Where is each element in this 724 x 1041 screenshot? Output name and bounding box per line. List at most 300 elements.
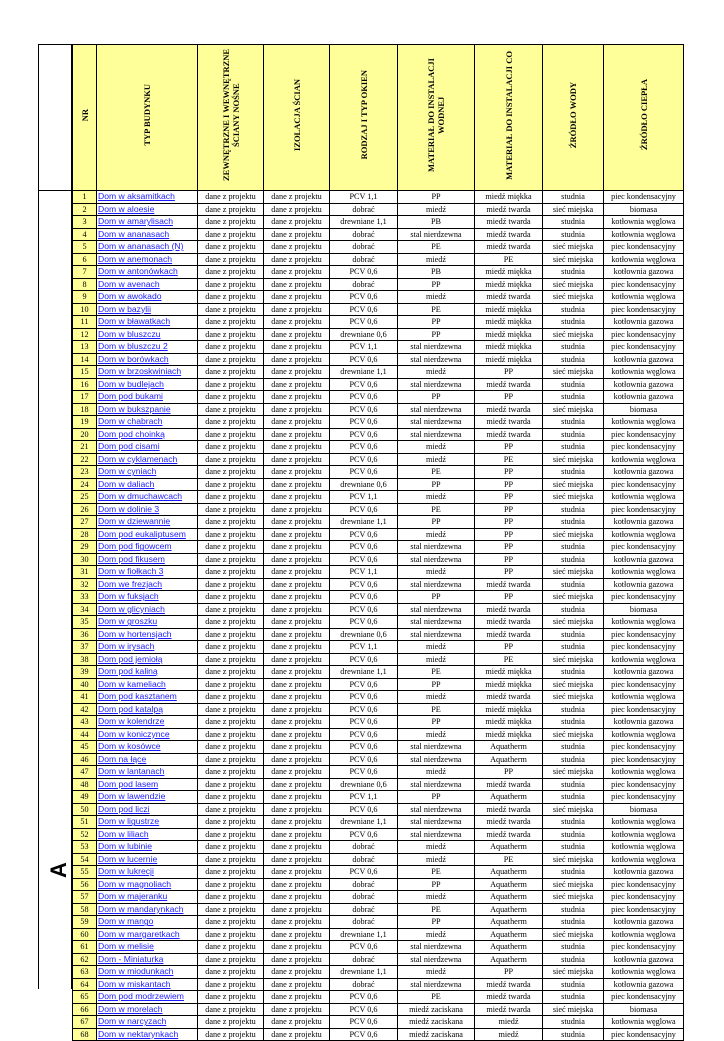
cell-heating-material: Aquatherm — [475, 866, 543, 879]
cell-wall-insulation: dane z projektu — [264, 928, 330, 941]
cell-heating-material: miedź miękka — [475, 328, 543, 341]
cell-walls: dane z projektu — [198, 703, 264, 716]
cell-water-source: studnia — [543, 216, 604, 229]
cell-heat-source: kotłownia węglowa — [604, 853, 684, 866]
table-row — [73, 753, 684, 766]
cell-heat-source: piec kondensacyjny — [604, 891, 684, 904]
cell-building-name[interactable]: Dom w hortensjach — [97, 628, 198, 641]
cell-building-name[interactable]: Dom w awokado — [97, 291, 198, 304]
table-row — [73, 653, 684, 666]
cell-building-name[interactable]: Dom - Miniaturka — [97, 953, 198, 966]
cell-building-name[interactable]: Dom w cyklamenach — [97, 453, 198, 466]
cell-walls: dane z projektu — [198, 466, 264, 479]
cell-water-source: studnia — [543, 866, 604, 879]
cell-building-name[interactable]: Dom w dziewannie — [97, 516, 198, 529]
cell-windows: PCV 0,6 — [330, 353, 398, 366]
cell-walls: dane z projektu — [198, 203, 264, 216]
header-water-source: ŹRÓDŁO WODY — [543, 45, 604, 191]
cell-water-material: PP — [398, 191, 475, 204]
cell-walls: dane z projektu — [198, 328, 264, 341]
cell-heating-material: miedź twarda — [475, 603, 543, 616]
cell-windows: PCV 0,6 — [330, 578, 398, 591]
cell-walls: dane z projektu — [198, 278, 264, 291]
cell-building-name[interactable]: Dom w miskantach — [97, 978, 198, 991]
cell-wall-insulation: dane z projektu — [264, 491, 330, 504]
cell-building-name[interactable]: Dom w bazylii — [97, 303, 198, 316]
cell-building-name[interactable]: Dom w aloesie — [97, 203, 198, 216]
cell-heating-material: miedź twarda — [475, 803, 543, 816]
cell-water-material: PB — [398, 266, 475, 279]
cell-water-source: sieć miejska — [543, 878, 604, 891]
table-row — [73, 366, 684, 379]
cell-water-material: miedź — [398, 641, 475, 654]
cell-water-material: PP — [398, 916, 475, 929]
cell-water-material: PP — [398, 791, 475, 804]
cell-wall-insulation: dane z projektu — [264, 891, 330, 904]
cell-windows: PCV 0,6 — [330, 1003, 398, 1016]
cell-walls: dane z projektu — [198, 216, 264, 229]
cell-water-source: studnia — [543, 991, 604, 1004]
cell-building-name[interactable]: Dom w bluszczu — [97, 328, 198, 341]
cell-walls: dane z projektu — [198, 603, 264, 616]
cell-building-name[interactable]: Dom pod fikusem — [97, 553, 198, 566]
cell-building-name[interactable]: Dom w margaretkach — [97, 928, 198, 941]
cell-windows: PCV 0,6 — [330, 653, 398, 666]
cell-building-name[interactable]: Dom w mango — [97, 916, 198, 929]
cell-windows: drewniane 1,1 — [330, 666, 398, 679]
cell-nr: 58 — [73, 903, 97, 916]
cell-nr: 55 — [73, 866, 97, 879]
cell-nr: 19 — [73, 416, 97, 429]
cell-water-material: miedź zaciskana — [398, 1003, 475, 1016]
cell-heat-source: kotłownia gazowa — [604, 716, 684, 729]
cell-water-material: stal nierdzewna — [398, 541, 475, 554]
cell-heat-source: kotłownia gazowa — [604, 353, 684, 366]
cell-building-name[interactable]: Dom w dolinie 3 — [97, 503, 198, 516]
cell-building-name[interactable]: Dom w brzoskwiniach — [97, 366, 198, 379]
cell-building-name[interactable]: Dom w fiołkach 3 — [97, 566, 198, 579]
cell-walls: dane z projektu — [198, 753, 264, 766]
cell-windows: PCV 0,6 — [330, 553, 398, 566]
cell-building-name[interactable]: Dom pod modrzewiem — [97, 991, 198, 1004]
table-row — [73, 303, 684, 316]
cell-heat-source: kotłownia węglowa — [604, 453, 684, 466]
cell-windows: drewniane 1,1 — [330, 216, 398, 229]
cell-building-name[interactable]: Dom pod figowcem — [97, 541, 198, 554]
cell-heating-material: PP — [475, 503, 543, 516]
cell-nr: 26 — [73, 503, 97, 516]
cell-water-source: studnia — [543, 953, 604, 966]
cell-heating-material: PP — [475, 491, 543, 504]
cell-windows: PCV 0,6 — [330, 591, 398, 604]
side-panel — [38, 44, 72, 989]
cell-walls: dane z projektu — [198, 591, 264, 604]
cell-heat-source: kotłownia węglowa — [604, 366, 684, 379]
table-row — [73, 928, 684, 941]
cell-building-name[interactable]: Dom w majeranku — [97, 891, 198, 904]
cell-heat-source: kotłownia węglowa — [604, 928, 684, 941]
cell-heat-source: kotłownia węglowa — [604, 766, 684, 779]
cell-nr: 56 — [73, 878, 97, 891]
cell-nr: 7 — [73, 266, 97, 279]
cell-walls: dane z projektu — [198, 516, 264, 529]
cell-building-name[interactable]: Dom w avenach — [97, 278, 198, 291]
cell-building-name[interactable]: Dom w glicyniach — [97, 603, 198, 616]
cell-nr: 34 — [73, 603, 97, 616]
cell-windows: PCV 0,6 — [330, 528, 398, 541]
table-row — [73, 241, 684, 254]
table-row — [73, 541, 684, 554]
cell-wall-insulation: dane z projektu — [264, 703, 330, 716]
cell-water-material: stal nierdzewna — [398, 978, 475, 991]
cell-heat-source: kotłownia węglowa — [604, 816, 684, 829]
cell-building-name[interactable]: Dom w kolendrze — [97, 716, 198, 729]
table-row — [73, 841, 684, 854]
cell-windows: dobrać — [330, 203, 398, 216]
table-row — [73, 453, 684, 466]
table-row — [73, 291, 684, 304]
cell-nr: 65 — [73, 991, 97, 1004]
cell-walls: dane z projektu — [198, 1003, 264, 1016]
cell-windows: PCV 0,6 — [330, 603, 398, 616]
cell-heating-material: miedź twarda — [475, 403, 543, 416]
cell-water-source: sieć miejska — [543, 253, 604, 266]
cell-water-source: sieć miejska — [543, 1003, 604, 1016]
cell-heating-material: PP — [475, 553, 543, 566]
cell-water-source: studnia — [543, 741, 604, 754]
cell-heating-material: miedź twarda — [475, 816, 543, 829]
cell-building-name[interactable]: Dom pod choinką — [97, 428, 198, 441]
cell-wall-insulation: dane z projektu — [264, 316, 330, 329]
cell-water-material: PP — [398, 678, 475, 691]
cell-water-material: stal nierdzewna — [398, 578, 475, 591]
cell-building-name[interactable]: Dom w koniczynce — [97, 728, 198, 741]
cell-heating-material: Aquatherm — [475, 891, 543, 904]
table-row — [73, 466, 684, 479]
cell-nr: 33 — [73, 591, 97, 604]
cell-wall-insulation: dane z projektu — [264, 1016, 330, 1029]
table-row — [73, 278, 684, 291]
cell-heat-source: piec kondensacyjny — [604, 741, 684, 754]
cell-water-material: miedź — [398, 853, 475, 866]
table-row — [73, 491, 684, 504]
cell-windows: PCV 0,6 — [330, 1016, 398, 1029]
table-row — [73, 553, 684, 566]
cell-windows: PCV 0,6 — [330, 316, 398, 329]
cell-building-name[interactable]: Dom w mandarynkach — [97, 903, 198, 916]
cell-wall-insulation: dane z projektu — [264, 903, 330, 916]
cell-heat-source: piec kondensacyjny — [604, 628, 684, 641]
cell-nr: 47 — [73, 766, 97, 779]
cell-nr: 24 — [73, 478, 97, 491]
cell-walls: dane z projektu — [198, 841, 264, 854]
cell-walls: dane z projektu — [198, 628, 264, 641]
table-row — [73, 1028, 684, 1041]
cell-heating-material: Aquatherm — [475, 941, 543, 954]
cell-water-material: miedź — [398, 566, 475, 579]
cell-water-material: PB — [398, 216, 475, 229]
cell-water-source: sieć miejska — [543, 566, 604, 579]
cell-building-name[interactable]: Dom pod jemiołą — [97, 653, 198, 666]
cell-heating-material: Aquatherm — [475, 903, 543, 916]
cell-water-source: studnia — [543, 778, 604, 791]
cell-heating-material: miedź — [475, 1028, 543, 1041]
table-row — [73, 666, 684, 679]
cell-building-name[interactable]: Dom w chabrach — [97, 416, 198, 429]
cell-building-name[interactable]: Dom w lantanach — [97, 766, 198, 779]
cell-heat-source: biomasa — [604, 603, 684, 616]
cell-heating-material: miedź twarda — [475, 578, 543, 591]
cell-building-name[interactable]: Dom pod liczi — [97, 803, 198, 816]
cell-water-material: PE — [398, 666, 475, 679]
cell-water-material: stal nierdzewna — [398, 553, 475, 566]
cell-building-name[interactable]: Dom w amarylisach — [97, 216, 198, 229]
cell-heat-source: kotłownia węglowa — [604, 653, 684, 666]
cell-heating-material: miedź miękka — [475, 278, 543, 291]
cell-water-material: stal nierdzewna — [398, 741, 475, 754]
cell-windows: PCV 0,6 — [330, 303, 398, 316]
table-row — [73, 828, 684, 841]
table-row — [73, 441, 684, 454]
cell-heat-source: piec kondensacyjny — [604, 341, 684, 354]
cell-building-name[interactable]: Dom w magnoliach — [97, 878, 198, 891]
table-row — [73, 703, 684, 716]
table-row — [73, 628, 684, 641]
cell-building-name[interactable]: Dom w bławatkach — [97, 316, 198, 329]
cell-building-name[interactable]: Dom we frezjach — [97, 578, 198, 591]
cell-wall-insulation: dane z projektu — [264, 253, 330, 266]
cell-wall-insulation: dane z projektu — [264, 716, 330, 729]
cell-nr: 37 — [73, 641, 97, 654]
cell-building-name[interactable]: Dom pod katalpą — [97, 703, 198, 716]
cell-building-name[interactable]: Dom w lucernie — [97, 853, 198, 866]
cell-water-material: miedź zaciskana — [398, 1028, 475, 1041]
cell-wall-insulation: dane z projektu — [264, 428, 330, 441]
cell-water-material: PP — [398, 278, 475, 291]
cell-water-material: stal nierdzewna — [398, 816, 475, 829]
cell-walls: dane z projektu — [198, 866, 264, 879]
cell-windows: PCV 0,6 — [330, 753, 398, 766]
cell-building-name[interactable]: Dom w aksamitkach — [97, 191, 198, 204]
cell-wall-insulation: dane z projektu — [264, 628, 330, 641]
cell-building-name[interactable]: Dom w anemonach — [97, 253, 198, 266]
table-row — [73, 941, 684, 954]
cell-building-name[interactable]: Dom w miodunkach — [97, 966, 198, 979]
cell-heat-source: piec kondensacyjny — [604, 1028, 684, 1041]
cell-building-name[interactable]: Dom w narcyzach — [97, 1016, 198, 1029]
cell-building-name[interactable]: Dom w antonówkach — [97, 266, 198, 279]
cell-nr: 63 — [73, 966, 97, 979]
cell-building-name[interactable]: Dom w daliach — [97, 478, 198, 491]
table-row — [73, 678, 684, 691]
cell-heating-material: PE — [475, 653, 543, 666]
header-building-type: TYP BUDYNKU — [97, 45, 198, 191]
cell-building-name[interactable]: Dom pod bukami — [97, 391, 198, 404]
cell-water-material: miedź — [398, 203, 475, 216]
cell-water-material: stal nierdzewna — [398, 828, 475, 841]
cell-building-name[interactable]: Dom pod eukaliptusem — [97, 528, 198, 541]
cell-nr: 68 — [73, 1028, 97, 1041]
cell-heat-source: kotłownia gazowa — [604, 391, 684, 404]
cell-building-name[interactable]: Dom w cyniach — [97, 466, 198, 479]
cell-building-name[interactable]: Dom w kosówce — [97, 741, 198, 754]
cell-walls: dane z projektu — [198, 953, 264, 966]
cell-building-name[interactable]: Dom w kameliach — [97, 678, 198, 691]
cell-heat-source: kotłownia gazowa — [604, 866, 684, 879]
cell-heat-source: kotłownia węglowa — [604, 828, 684, 841]
table-row — [73, 1016, 684, 1029]
cell-water-source: studnia — [543, 191, 604, 204]
cell-water-source: sieć miejska — [543, 203, 604, 216]
cell-walls: dane z projektu — [198, 291, 264, 304]
cell-heat-source: piec kondensacyjny — [604, 328, 684, 341]
cell-wall-insulation: dane z projektu — [264, 453, 330, 466]
cell-water-source: studnia — [543, 641, 604, 654]
cell-building-name[interactable]: Dom w ligustrze — [97, 816, 198, 829]
cell-building-name[interactable]: Dom pod cisami — [97, 441, 198, 454]
cell-water-source: studnia — [543, 1016, 604, 1029]
cell-wall-insulation: dane z projektu — [264, 241, 330, 254]
cell-nr: 21 — [73, 441, 97, 454]
table-row — [73, 966, 684, 979]
cell-heat-source: kotłownia gazowa — [604, 266, 684, 279]
cell-wall-insulation: dane z projektu — [264, 678, 330, 691]
cell-wall-insulation: dane z projektu — [264, 791, 330, 804]
table-row — [73, 791, 684, 804]
cell-windows: PCV 0,6 — [330, 503, 398, 516]
cell-building-name[interactable]: Dom w morelach — [97, 1003, 198, 1016]
cell-building-name[interactable]: Dom w groszku — [97, 616, 198, 629]
table-row — [73, 503, 684, 516]
cell-heat-source: kotłownia gazowa — [604, 578, 684, 591]
cell-water-source: studnia — [543, 266, 604, 279]
cell-heat-source: kotłownia gazowa — [604, 316, 684, 329]
cell-water-source: sieć miejska — [543, 728, 604, 741]
table-row — [73, 616, 684, 629]
header-heating-material: MATERIAŁ DO INSTALACJI CO — [475, 45, 543, 191]
cell-water-source: sieć miejska — [543, 491, 604, 504]
cell-water-source: sieć miejska — [543, 966, 604, 979]
cell-building-name[interactable]: Dom w nektarynkach — [97, 1028, 198, 1041]
cell-building-name[interactable]: Dom w lukrecji — [97, 866, 198, 879]
cell-wall-insulation: dane z projektu — [264, 341, 330, 354]
cell-building-name[interactable]: Dom w ananasach — [97, 228, 198, 241]
cell-nr: 12 — [73, 328, 97, 341]
cell-heating-material: miedź miękka — [475, 353, 543, 366]
cell-windows: PCV 1,1 — [330, 791, 398, 804]
cell-heating-material: PE — [475, 853, 543, 866]
cell-building-name[interactable]: Dom pod kasztanem — [97, 691, 198, 704]
cell-water-material: miedź — [398, 653, 475, 666]
cell-heating-material: Aquatherm — [475, 841, 543, 854]
cell-wall-insulation: dane z projektu — [264, 503, 330, 516]
cell-wall-insulation: dane z projektu — [264, 978, 330, 991]
cell-water-source: studnia — [543, 941, 604, 954]
cell-building-name[interactable]: Dom w fuksjach — [97, 591, 198, 604]
cell-windows: PCV 1,1 — [330, 191, 398, 204]
cell-walls: dane z projektu — [198, 966, 264, 979]
cell-water-material: PP — [398, 328, 475, 341]
cell-heat-source: piec kondensacyjny — [604, 303, 684, 316]
cell-walls: dane z projektu — [198, 353, 264, 366]
cell-water-source: studnia — [543, 353, 604, 366]
cell-nr: 27 — [73, 516, 97, 529]
cell-heat-source: kotłownia węglowa — [604, 253, 684, 266]
cell-heat-source: piec kondensacyjny — [604, 278, 684, 291]
cell-windows: PCV 0,6 — [330, 616, 398, 629]
cell-windows: dobrać — [330, 278, 398, 291]
cell-windows: PCV 0,6 — [330, 1028, 398, 1041]
cell-building-name[interactable]: Dom w lubinie — [97, 841, 198, 854]
cell-heating-material: miedź miękka — [475, 316, 543, 329]
cell-walls: dane z projektu — [198, 803, 264, 816]
table-row — [73, 578, 684, 591]
cell-nr: 57 — [73, 891, 97, 904]
cell-windows: PCV 0,6 — [330, 266, 398, 279]
cell-wall-insulation: dane z projektu — [264, 853, 330, 866]
cell-heating-material: miedź twarda — [475, 216, 543, 229]
cell-building-name[interactable]: Dom pod kaliną — [97, 666, 198, 679]
cell-building-name[interactable]: Dom w lawendzie — [97, 791, 198, 804]
cell-building-name[interactable]: Dom w melisie — [97, 941, 198, 954]
cell-heating-material: Aquatherm — [475, 878, 543, 891]
cell-windows: PCV 0,6 — [330, 991, 398, 1004]
cell-water-material: stal nierdzewna — [398, 228, 475, 241]
cell-building-name[interactable]: Dom w irysach — [97, 641, 198, 654]
header-heat-source: ŹRÓDŁO CIEPŁA — [604, 45, 684, 191]
cell-building-name[interactable]: Dom w borówkach — [97, 353, 198, 366]
cell-windows: PCV 0,6 — [330, 703, 398, 716]
table-row — [73, 228, 684, 241]
cell-building-name[interactable]: Dom w ananasach (N) — [97, 241, 198, 254]
cell-windows: drewniane 1,1 — [330, 966, 398, 979]
cell-building-name[interactable]: Dom na łące — [97, 753, 198, 766]
cell-walls: dane z projektu — [198, 678, 264, 691]
cell-wall-insulation: dane z projektu — [264, 603, 330, 616]
header-walls: ZEWNĘTRZNE I WEWNĘTRZNE ŚCIANY NOŚNE — [198, 45, 264, 191]
cell-nr: 29 — [73, 541, 97, 554]
cell-wall-insulation: dane z projektu — [264, 803, 330, 816]
cell-heating-material: PE — [475, 253, 543, 266]
header-row — [73, 45, 684, 191]
cell-heat-source: piec kondensacyjny — [604, 428, 684, 441]
cell-windows: PCV 0,6 — [330, 691, 398, 704]
cell-water-source: sieć miejska — [543, 928, 604, 941]
cell-building-name[interactable]: Dom pod lasem — [97, 778, 198, 791]
cell-windows: PCV 0,6 — [330, 678, 398, 691]
cell-water-source: studnia — [543, 916, 604, 929]
cell-wall-insulation: dane z projektu — [264, 566, 330, 579]
cell-building-name[interactable]: Dom w dmuchawcach — [97, 491, 198, 504]
cell-water-source: sieć miejska — [543, 453, 604, 466]
cell-water-source: studnia — [543, 578, 604, 591]
cell-walls: dane z projektu — [198, 653, 264, 666]
cell-windows: PCV 0,6 — [330, 716, 398, 729]
cell-windows: drewniane 0,6 — [330, 328, 398, 341]
cell-nr: 41 — [73, 691, 97, 704]
cell-water-material: miedź — [398, 966, 475, 979]
cell-water-material: stal nierdzewna — [398, 616, 475, 629]
cell-heat-source: piec kondensacyjny — [604, 541, 684, 554]
cell-building-name[interactable]: Dom w liliach — [97, 828, 198, 841]
cell-building-name[interactable]: Dom w bluszczu 2 — [97, 341, 198, 354]
cell-building-name[interactable]: Dom w budlejach — [97, 378, 198, 391]
cell-building-name[interactable]: Dom w bukszpanie — [97, 403, 198, 416]
cell-heating-material: miedź twarda — [475, 778, 543, 791]
cell-nr: 49 — [73, 791, 97, 804]
cell-walls: dane z projektu — [198, 816, 264, 829]
table-row — [73, 716, 684, 729]
